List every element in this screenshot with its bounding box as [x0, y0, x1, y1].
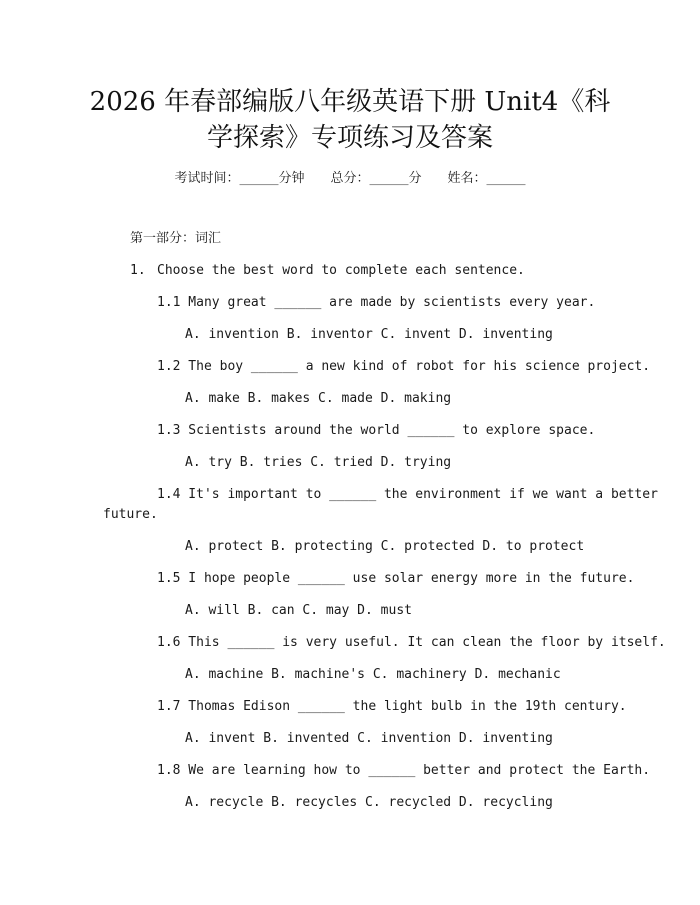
- exam-info-row: [0, 170, 700, 188]
- question-stem: 1.1 Many great ______ are made by scientists every year.: [157, 295, 596, 310]
- question-options: A. invention B. inventor C. invent D. inventing: [185, 327, 553, 342]
- question-options: A. try B. tries C. tried D. trying: [185, 455, 452, 470]
- exam-name-field: 姓名：______: [447, 171, 526, 186]
- instruction-number: 1.: [130, 263, 146, 278]
- question-options: A. will B. can C. may D. must: [185, 603, 412, 618]
- question-stem-continuation: future.: [103, 507, 158, 522]
- question-options: A. protect B. protecting C. protected D. to protect: [185, 539, 585, 554]
- question-stem: 1.3 Scientists around the world ______ to explore space.: [157, 423, 596, 438]
- question-stem: 1.2 The boy ______ a new kind of robot for his science project.: [157, 359, 651, 374]
- exam-time-field: 考试时间：______分钟: [174, 171, 305, 186]
- section-heading: 第一部分：词汇: [130, 231, 222, 246]
- question-options: A. invent B. invented C. invention D. inventing: [185, 731, 553, 746]
- question-stem: 1.7 Thomas Edison ______ the light bulb in the 19th century.: [157, 699, 627, 714]
- exam-score-field: 总分：______分: [330, 171, 422, 186]
- instruction-text: Choose the best word to complete each sentence.: [157, 263, 525, 278]
- document-title-line-1: 2026 年春部编版八年级英语下册 Unit4《科: [89, 87, 611, 117]
- question-options: A. make B. makes C. made D. making: [185, 391, 452, 406]
- document-title-line-2: 学探索》专项练习及答案: [206, 123, 493, 153]
- question-stem: 1.4 It's important to ______ the environment if we want a better: [157, 487, 658, 502]
- question-stem: 1.5 I hope people ______ use solar energy more in the future.: [157, 571, 635, 586]
- question-stem: 1.8 We are learning how to ______ better and protect the Earth.: [157, 763, 651, 778]
- question-stem: 1.6 This ______ is very useful. It can clean the floor by itself.: [157, 635, 666, 650]
- question-options: A. recycle B. recycles C. recycled D. recycling: [185, 795, 553, 810]
- question-options: A. machine B. machine's C. machinery D. mechanic: [185, 667, 561, 682]
